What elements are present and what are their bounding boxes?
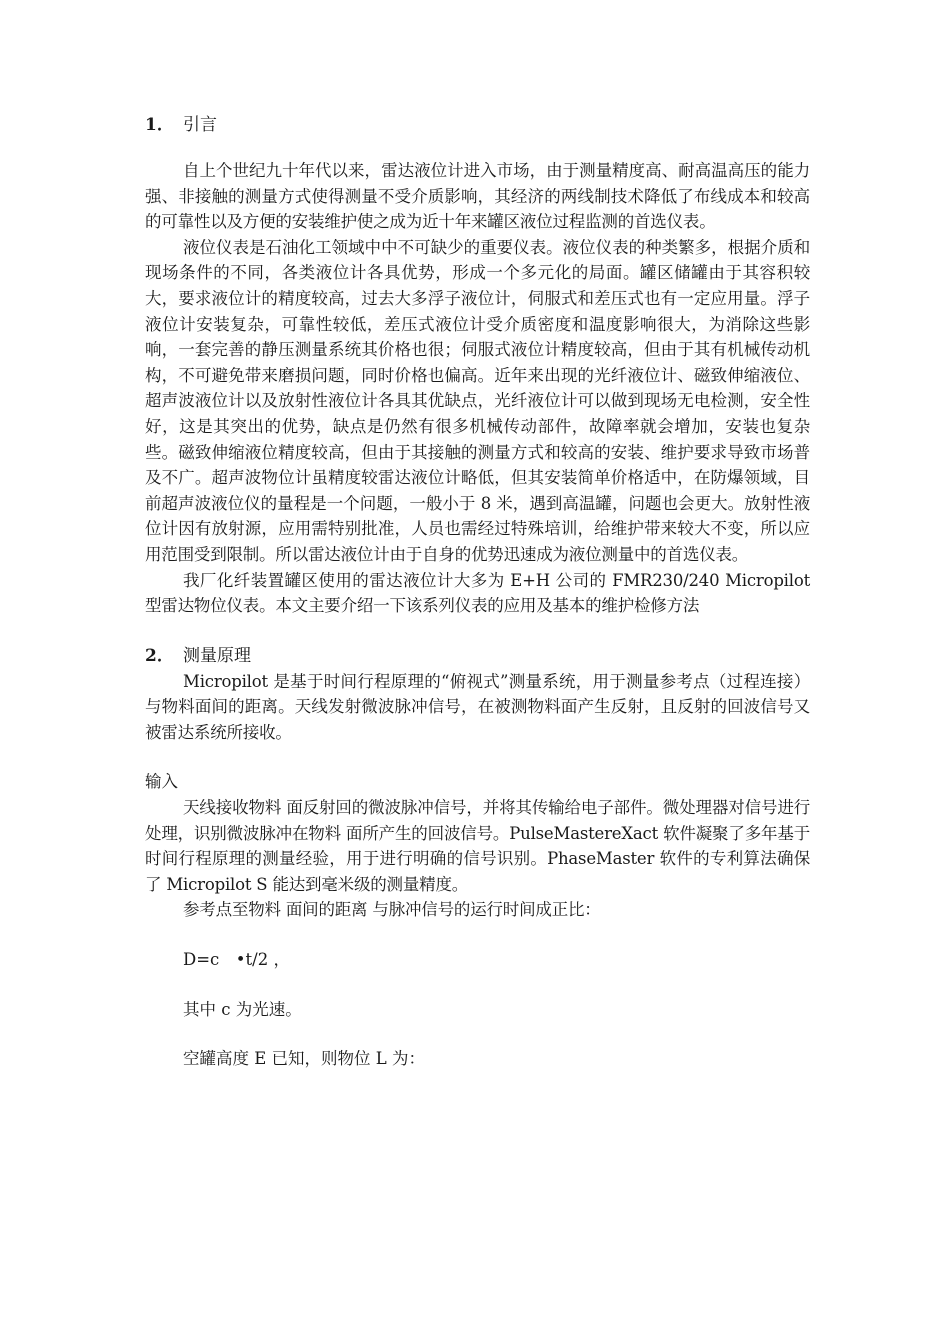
level-statement: 空罐高度 E 已知，则物位 L 为： — [183, 1049, 425, 1069]
section-2-number: 2． — [145, 645, 174, 666]
formula-note: 其中 c 为光速。 — [183, 999, 302, 1019]
input-heading: 输入 — [145, 772, 178, 792]
section-2-heading — [145, 643, 810, 669]
section-1-number: 1． — [145, 115, 174, 135]
distance-formula: D=c •t/2 ， — [183, 950, 290, 970]
document-page — [145, 112, 810, 1072]
section-1-paragraph-2: 液位仪表是石油化工领域中中不可缺少的重要仪表。液位仪表的种类繁多，根据介质和现场条件的不同，各类液位计各具优势，形成一个多元化的局面。罐区储罐由于其容积较大，要求液位计的精度较高，过去大多浮子液位计，伺服式和差压式也有一定应用量。浮子液位计安装复杂，可靠性较低，差压式液位计受介质密度和温度影响很大，为消除这些影响，一套完善的静压测量系统其价格也很；伺服式液位计精度较高，但由于其有机械传动机构，不可避免带来磨损问题，同时价格也偏高。近年来出现的光纤液位计、磁致伸缩液位、超声波液位计以及放射性液位计各具其优缺点，光纤液位计可以做到现场无电检测，安全性好，这是其突出的优势，缺点是仍然有很多机械传动部件，故障率就会增加，安装也复杂些。磁致伸缩液位精度较高，但由于其接触的测量方式和较高的安装、维护要求导致市场普及不广。超声波物位计虽精度较雷达液位计略低，但其安装简单价格适中，在防爆领域，目前超声波液位仪的量程是一个问题，一般小于 8 米，遇到高温罐，问题也会更大。放射性液位计因有放射源，应用需特别批准，人员也需经过特殊培训，给维护带来较大不变，所以应用范围受到限制。所以雷达液位计由于自身的优势迅速成为液位测量中的首选仪表。 — [145, 237, 810, 564]
section-2-title: 测量原理 — [183, 645, 251, 666]
section-1-title: 引言 — [183, 115, 217, 135]
section-1-paragraph-1: 自上个世纪九十年代以来，雷达液位计进入市场，由于测量精度高、耐高温高压的能力强、非接触的测量方式使得测量不受介质影响，其经济的两线制技术降低了布线成本和较高的可靠性以及方便的安装维护使之成为近十年来罐区液位过程监测的首选仪表。 — [145, 161, 810, 232]
input-paragraph-1: 天线接收物料 面反射回的微波脉冲信号，并将其传输给电子部件。微处理器对信号进行处理，识别微波脉冲在物料 面所产生的回波信号。PulseMastereXact 软件凝聚了多年基于时间行程原理的测量经验，用于进行明确的信号识别。PhaseMaster 软件的专利算法确保了 Micropilot S 能达到毫米级的测量精度。 — [145, 798, 810, 894]
section-1-paragraph-3: 我厂化纤装置罐区使用的雷达液位计大多为 E+H 公司的 FMR230/240 Micropilot 型雷达物位仪表。本文主要介绍一下该系列仪表的应用及基本的维护检修方法 — [145, 570, 810, 616]
section-1-heading — [145, 112, 810, 138]
section-2-paragraph-1: Micropilot 是基于时间行程原理的“俯视式”测量系统，用于测量参考点（过程连接）与物料面间的距离。天线发射微波脉冲信号，在被测物料面产生反射，且反射的回波信号又被雷达系统所接收。 — [145, 671, 810, 742]
input-paragraph-2: 参考点至物料 面间的距离 与脉冲信号的运行时间成正比： — [183, 900, 601, 920]
